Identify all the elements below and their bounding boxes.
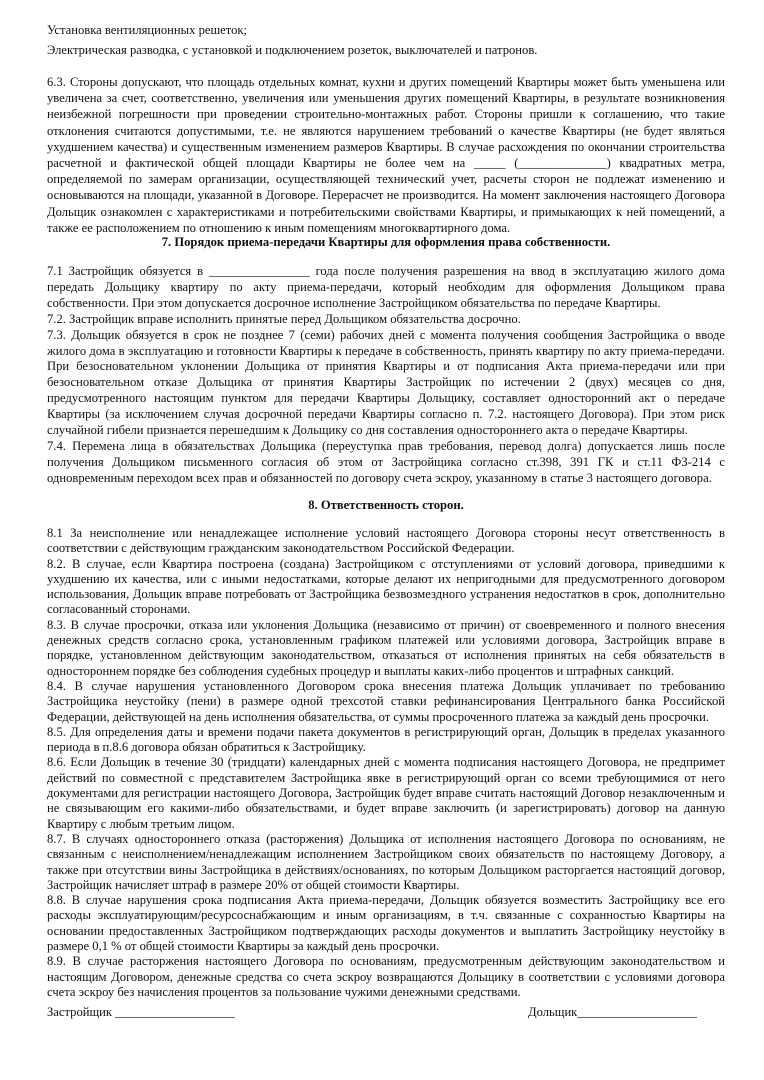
section-8-body (47, 526, 725, 1000)
clause-7-1: 7.1 Застройщик обязуется в ________________ года после получения разрешения на ввод в эксплуатацию жилого дома передать Дольщику квартиру по акту приема-передачи, который необходим для оформления Дольщиком права собственности. При этом допускается досрочное исполнение Застройщиком обязательства по передаче Квартиры. (47, 264, 725, 310)
clause-8-6: 8.6. Если Дольщик в течение 30 (тридцати) календарных дней с момента подписания настоящего Договора, не предпримет действий по совместной с представителем Застройщика явке в регистрирующий орган со всеми требующимися от него документами для регистрации настоящего Договора, Застройщик будет вправе считать настоящий Договор незаключенным и не связывающим его какими-либо обязательствами, и будет вправе заключить (и зарегистрировать) договор на данную Квартиру с любым третьим лицом. (47, 755, 725, 831)
clause-8-4: 8.4. В случае нарушения установленного Договором срока внесения платежа Дольщик уплачивает по требованию Застройщика неустойку (пени) в размере одной трехсотой ставки рефинансирования Центрального банка Российской Федерации, действующей на день исполнения обязательства, от суммы просроченного платежа за каждый день просрочки. (47, 678, 725, 724)
clause-8-5: 8.5. Для определения даты и времени подачи пакета документов в регистрирующий орган, Дольщик в пределах указанного периода в п.8.6 договора обязан обратиться к Застройщику. (47, 724, 725, 755)
clause-7-2: 7.2. Застройщик вправе исполнить принятые перед Дольщиком обязательства досрочно. (47, 311, 521, 326)
intro-line: Электрическая разводка, с установкой и подключением розеток, выключателей и патронов. (47, 43, 538, 58)
clause-8-8: 8.8. В случае нарушения срока подписания Акта приема-передачи, Дольщик обязуется возместить Застройщику все его расходы эксплуатирующим/ресурсоснабжающим и иным организациям, в т.ч. связанные с сохранностью Квартиры на основании предоставленных Застройщиком подтверждающих расходы документов и выплатить Застройщику неустойку в размере 0,1 % от общей стоимости Квартиры за каждый день просрочки. (47, 893, 725, 954)
paragraph: 6.3. Стороны допускают, что площадь отдельных комнат, кухни и других помещений Квартиры может быть уменьшена или увеличена за счет, соответственно, увеличения или уменьшения других помещений Квартиры, в результате возникновения неизбежной погрешности при проведении строительно-монтажных работ. Стороны пришли к соглашению, что такие отклонения считаются допустимыми, т.е. не являются нарушением требований о качестве Квартиры (не будет являться ухудшением качества) и существенным изменением размеров Квартиры. В случае расхождения по окончании строительства расчетной и фактической общей площади Квартиры не более чем на _____ (______________) квадратных метра, определяемой по замерам организации, осуществляющей технический учет, расчеты сторон не подлежат изменению и основываются на площади, указанной в Договоре. Перерасчет не производится. На момент заключения настоящего Договора Дольщик ознакомлен с характеристиками и потребительскими свойствами Квартиры, и примыкающих к ней помещений, а также ее расположением по отношению к иным помещениям многоквартирного дома. (47, 75, 725, 235)
intro-line: Установка вентиляционных решеток; (47, 23, 247, 37)
clause-8-3: 8.3. В случае просрочки, отказа или уклонения Дольщика (независимо от причин) от своевременного и полного внесения денежных средств согласно срока, установленным графиком платежей или условиями договора, Застройщик вправе в порядке, установленном действующим законодательством, отказаться от исполнения принятых на себя обязательств в одностороннем порядке без соблюдения судебных процедур и выплаты каких-либо процентов и штрафных санкций. (47, 617, 725, 678)
developer-signature-line: Застройщик ___________________ (47, 1005, 235, 1019)
section-8-heading: 8. Ответственность сторон. (308, 498, 464, 512)
section-7-body (47, 264, 725, 487)
clause-8-7: 8.7. В случаях одностороннего отказа (расторжения) Дольщика от исполнения настоящего Договора по основаниям, не связанным с неисполнением/ненадлежащим исполнением Застройщиком своих обязательств по настоящему Договору, а также при отсутствии вины Застройщика в действиях/основаниях, по которым Дольщиком расторгается настоящий договор, Застройщик начисляет штраф в размере 20% от общей стоимости Квартиры. (47, 831, 725, 892)
clause-6-3 (47, 74, 725, 236)
clause-8-9: 8.9. В случае расторжения настоящего Договора по основаниям, предусмотренным действующим законодательством и настоящим Договором, денежные средства со счета эскроу возвращаются Дольщику в соответствии с условиями договора счета эскроу без начисления процентов за пользование чужими денежными средствами. (47, 954, 725, 999)
clause-7-3: 7.3. Дольщик обязуется в срок не позднее 7 (семи) рабочих дней с момента получения сообщения Застройщика о вводе жилого дома в эксплуатацию и готовности Квартиры к передаче в собственность, принять квартиру по акту приема-передачи. При безосновательном уклонении Дольщика от принятия Квартиры и от подписания Акта приема-передачи или при безосновательном отказе Дольщика от принятия Квартиры Застройщик по истечении 2 (двух) месяцев со дня, предусмотренного настоящим пунктом для передачи Квартиры Дольщику, составляет односторонний акт о передаче Квартиры (за исключением случая досрочной передачи Квартиры согласно п. 7.2. настоящего Договора). При этом риск случайной гибели признается перешедшим к Дольщику со дня составления одностороннего акта о передаче Квартиры. (47, 327, 725, 438)
intro-list (47, 22, 725, 58)
clause-8-2: 8.2. В случае, если Квартира построена (создана) Застройщиком с отступлениями от условий договора, приведшими к ухудшению их качества, или с иными недостатками, которые делают их непригодными для предусмотренного договором использования, Дольщик вправе потребовать от Застройщика безвозмездного устранения недостатков в срок, дополнительно согласованный сторонами. (47, 556, 725, 617)
clause-8-1: 8.1 За неисполнение или ненадлежащее исполнение условий настоящего Договора стороны несут ответственность в соответствии с действующим гражданским законодательством Российской Федерации. (47, 526, 725, 556)
section-7-heading: 7. Порядок приема-передачи Квартиры для оформления права собственности. (161, 235, 611, 249)
shareholder-signature-line: Дольщик___________________ (528, 1005, 697, 1019)
clause-7-4: 7.4. Перемена лица в обязательствах Дольщика (переуступка прав требования, перевод долга) допускается лишь после получения Дольщиком письменного согласия об этом от Застройщика согласно ст.398, 391 ГК и ст.11 ФЗ-214 с одновременным переходом всех прав и обязанностей по договору счета эскроу, указанному в статье 3 настоящего договора. (47, 438, 725, 485)
